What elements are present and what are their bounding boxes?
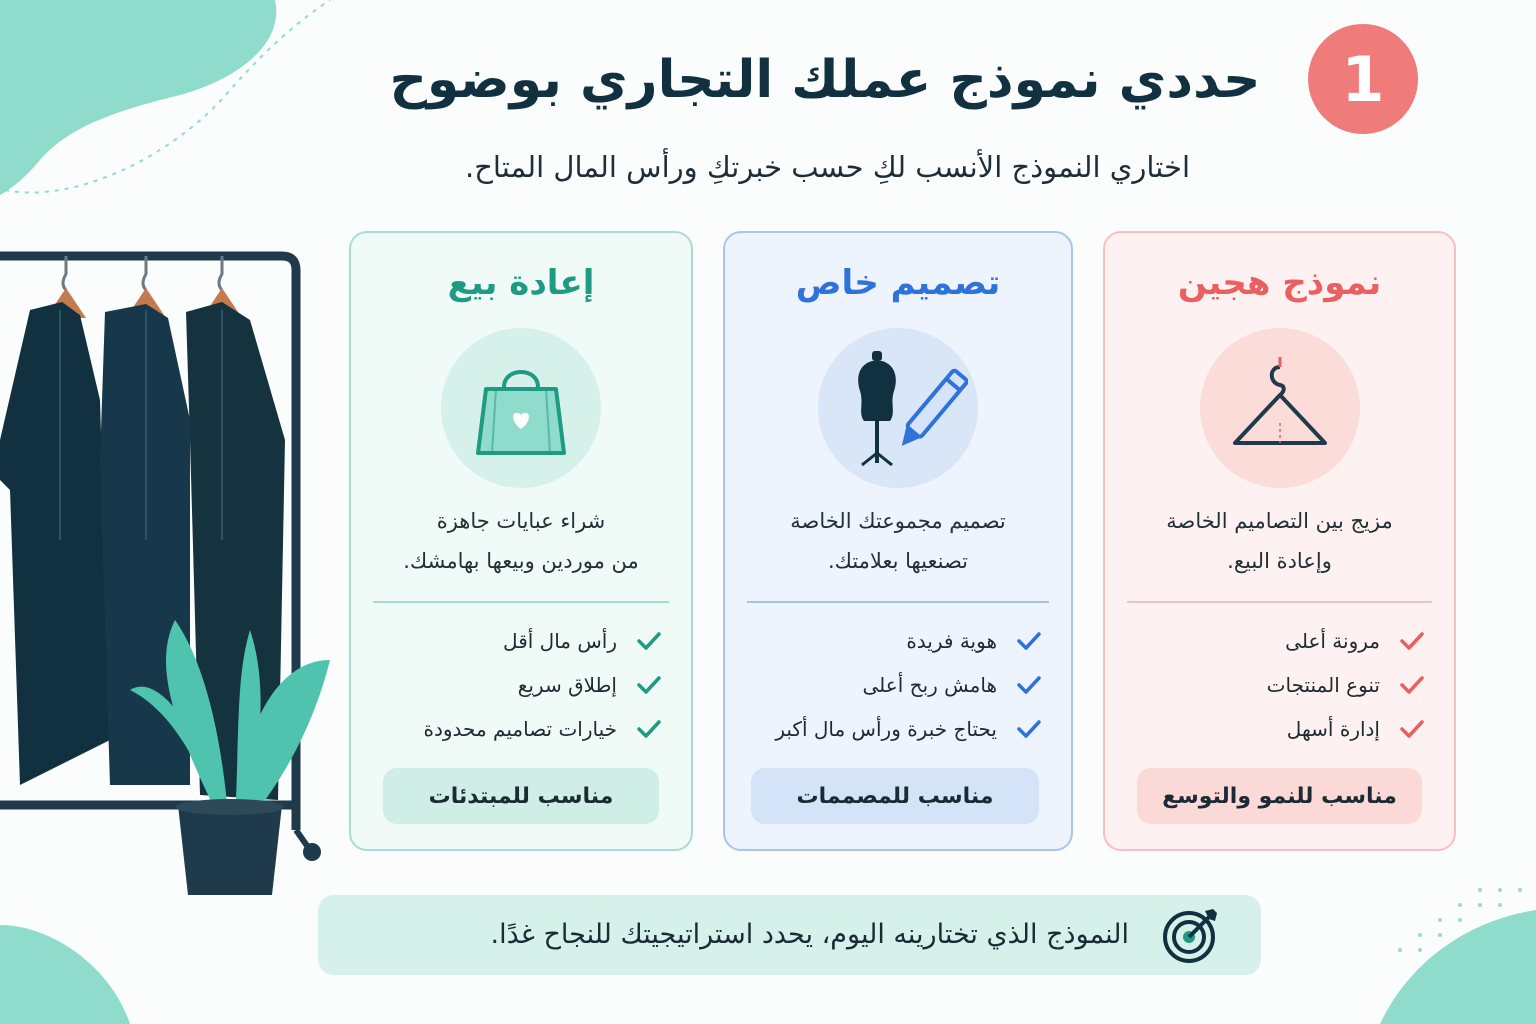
check-icon: [1398, 627, 1426, 655]
card-divider: [747, 601, 1049, 603]
mannequin-pencil-icon: [828, 343, 968, 473]
card-divider: [1127, 601, 1432, 603]
bottom-left-blob: [0, 925, 140, 1024]
feature-item: [1105, 619, 1454, 663]
card-tag: مناسب للمبتدئات: [383, 768, 659, 824]
check-icon: [635, 671, 663, 699]
feature-list: [351, 619, 691, 751]
feature-item: [725, 663, 1071, 707]
description-line: مزيج بين التصاميم الخاصة: [1166, 509, 1393, 533]
bottom-right-blob: [1360, 880, 1536, 1024]
feature-item: [1105, 663, 1454, 707]
card-icon-circle: [1200, 328, 1360, 488]
footer-banner: [318, 895, 1261, 975]
card-tag: مناسب للنمو والتوسع: [1137, 768, 1422, 824]
feature-label: يحتاج خبرة ورأس مال أكبر: [775, 717, 997, 741]
description-line: تصنعيها بعلامتك.: [827, 549, 969, 573]
card-resale: [349, 231, 693, 851]
card-title: إعادة بيع: [447, 263, 595, 303]
card-custom-design: [723, 231, 1073, 851]
check-icon: [1015, 671, 1043, 699]
hanger-icon: [1225, 353, 1335, 463]
card-title: نموذج هجين: [1177, 263, 1382, 303]
feature-label: إدارة أسهل: [1286, 717, 1380, 741]
feature-item: [1105, 707, 1454, 751]
target-icon: [1161, 905, 1221, 965]
page-subtitle: اختاري النموذج الأنسب لكِ حسب خبرتكِ ورأس المال المتاح.: [464, 150, 1190, 184]
card-divider: [373, 601, 669, 603]
description-line: تصميم مجموعتك الخاصة: [790, 509, 1006, 533]
card-tag: مناسب للمصممات: [751, 768, 1039, 824]
card-description: [741, 501, 1055, 585]
description-line: شراء عبايات جاهزة: [436, 509, 606, 533]
step-number-badge: 1: [1308, 24, 1418, 134]
feature-item: [351, 707, 691, 751]
feature-label: خيارات تصاميم محدودة: [423, 717, 617, 741]
shopping-bag-icon: [466, 353, 576, 463]
card-description: [367, 501, 675, 585]
feature-label: مرونة أعلى: [1285, 629, 1380, 653]
feature-label: رأس مال أقل: [503, 629, 617, 653]
feature-item: [725, 619, 1071, 663]
feature-item: [351, 619, 691, 663]
description-line: وإعادة البيع.: [1227, 549, 1332, 573]
feature-label: هوية فريدة: [906, 629, 997, 653]
description-line: من موردين وبيعها بهامشك.: [403, 549, 639, 573]
feature-list: [725, 619, 1071, 751]
page-title: حددي نموذج عملك التجاري بوضوح: [389, 50, 1261, 110]
check-icon: [635, 715, 663, 743]
card-hybrid-model: [1103, 231, 1456, 851]
card-description: [1121, 501, 1438, 585]
card-icon-circle: [441, 328, 601, 488]
check-icon: [635, 627, 663, 655]
check-icon: [1398, 671, 1426, 699]
card-title: تصميم خاص: [795, 263, 1001, 303]
top-left-blob: [0, 0, 340, 200]
feature-label: تنوع المنتجات: [1266, 673, 1380, 697]
feature-label: هامش ربح أعلى: [862, 673, 997, 697]
feature-label: إطلاق سريع: [517, 673, 617, 697]
check-icon: [1015, 715, 1043, 743]
card-icon-circle: [818, 328, 978, 488]
feature-item: [351, 663, 691, 707]
footer-message: النموذج الذي تختارينه اليوم، يحدد استراتيجيتك للنجاح غدًا.: [490, 919, 1129, 950]
feature-list: [1105, 619, 1454, 751]
check-icon: [1015, 627, 1043, 655]
feature-item: [725, 707, 1071, 751]
check-icon: [1398, 715, 1426, 743]
abaya-rack-illustration: [0, 240, 340, 900]
